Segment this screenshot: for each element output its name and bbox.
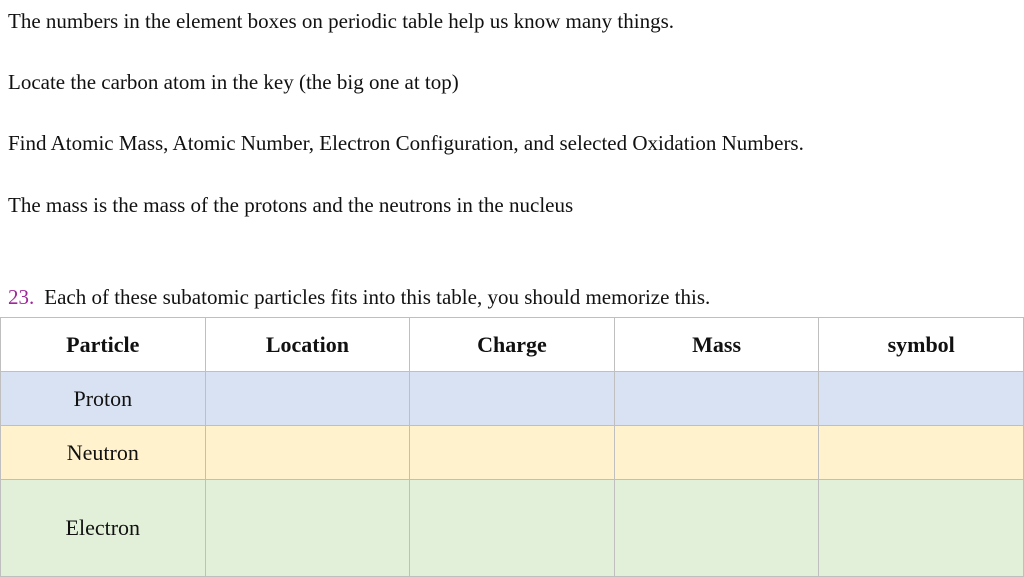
header-particle: Particle: [1, 318, 206, 372]
table-row-neutron: [1, 426, 1024, 480]
cell-location-proton[interactable]: [205, 372, 410, 426]
question-number: 23.: [8, 285, 35, 309]
cell-particle-proton: Proton: [1, 372, 206, 426]
cell-symbol-electron[interactable]: [819, 480, 1024, 577]
cell-particle-electron: Electron: [1, 480, 206, 577]
header-charge: Charge: [410, 318, 615, 372]
question-text: Each of these subatomic particles fits into this table, you should memorize this.: [44, 285, 711, 309]
intro-line-2: Locate the carbon atom in the key (the big one at top): [8, 70, 459, 94]
cell-location-electron[interactable]: [205, 480, 410, 577]
cell-location-neutron[interactable]: [205, 426, 410, 480]
cell-mass-electron[interactable]: [614, 480, 819, 577]
subatomic-particles-table: [0, 317, 1024, 577]
header-mass: Mass: [614, 318, 819, 372]
intro-line-4: The mass is the mass of the protons and the neutrons in the nucleus: [8, 193, 574, 217]
table-row-electron: [1, 480, 1024, 577]
cell-charge-proton[interactable]: [410, 372, 615, 426]
cell-particle-neutron: Neutron: [1, 426, 206, 480]
cell-mass-neutron[interactable]: [614, 426, 819, 480]
intro-line-3: Find Atomic Mass, Atomic Number, Electron Configuration, and selected Oxidation Numbers.: [8, 131, 804, 155]
header-location: Location: [205, 318, 410, 372]
table-row-proton: [1, 372, 1024, 426]
header-symbol: symbol: [819, 318, 1024, 372]
table-header-row: [1, 318, 1024, 372]
cell-symbol-proton[interactable]: [819, 372, 1024, 426]
cell-mass-proton[interactable]: [614, 372, 819, 426]
cell-charge-electron[interactable]: [410, 480, 615, 577]
cell-charge-neutron[interactable]: [410, 426, 615, 480]
cell-symbol-neutron[interactable]: [819, 426, 1024, 480]
intro-line-1: The numbers in the element boxes on periodic table help us know many things.: [8, 9, 675, 33]
question-23: [8, 284, 710, 310]
